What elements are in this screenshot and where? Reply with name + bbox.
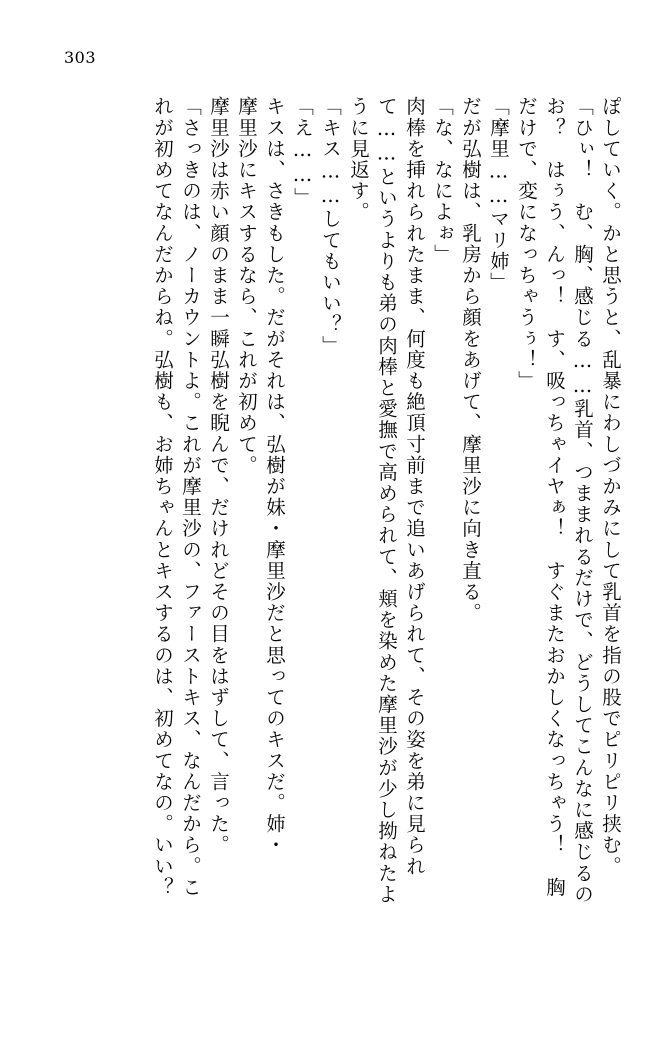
page-number: 303 [64,48,97,67]
text-line: うに見返す。 [347,96,370,223]
text-line: 肉棒を挿れられたまま、何度も絶頂寸前まで追いあげられて、その姿を弟に見られ [403,96,426,877]
text-line: れが初めてなんだからね。弘樹も、お姉ちゃんとキスするのは、初めてなの。いい？ [151,96,174,898]
vertical-text-block [40,96,620,1010]
text-line: だが弘樹は、乳房から顔をあげて、摩里沙に向き直る。 [459,96,482,624]
text-line: て……というよりも弟の肉棒と愛撫で高められて、頬を染めた摩里沙が少し拗ねたよ [375,96,398,905]
text-line: 「ひぃ！ む、胸、感じる……乳首、つままれるだけで、どうしてこんなに感じるの [571,96,594,905]
text-line: お？ はぅう、んっ！ す、吸っちゃイヤぁ！ すぐまたおかしくなっちゃう！ 胸 [543,96,566,898]
text-line: 「さっきのは、ノーカウントよ。これが摩里沙の、ファーストキス、なんだから。こ [179,96,202,898]
text-line: 摩里沙にキスするなら、これが初めて。 [235,96,258,476]
text-line: 「え……」 [291,96,314,209]
text-line: 摩里沙は赤い顔のまま一瞬弘樹を睨んで、だけれどその目をはずして、言った。 [207,96,230,856]
text-line: キスは、さきもした。だがそれは、弘樹が妹・摩里沙だと思ってのキスだ。姉・ [263,96,286,856]
text-line: 「摩里……マリ姉」 [487,96,510,293]
text-line: だけで、変になっちゃうぅ！」 [515,96,538,392]
text-line: 「な、なによぉ」 [431,96,454,265]
text-line: 「キス……してもいい？」 [319,96,342,357]
text-line: ぽしていく。かと思うと、乱暴にわしづかみにして乳首を指の股でピリピリ挟む。 [599,96,622,877]
